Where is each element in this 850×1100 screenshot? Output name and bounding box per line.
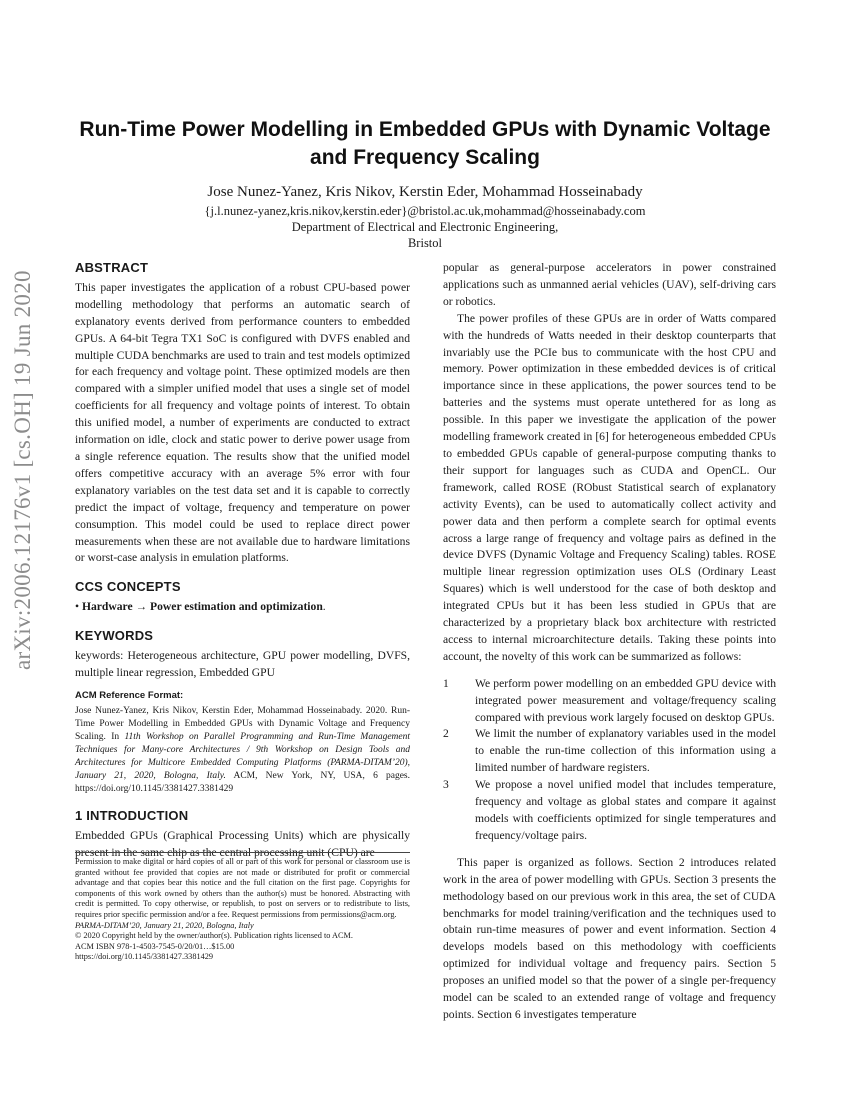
ccs-concepts [75,599,410,616]
abstract-text: This paper investigates the application of a robust CPU-based power modelling methodology that performs an automatic search of explanatory events derived from performance counters to embedded GPUs. A 64-bit Tegra TX1 SoC is configured with DVFS enabled and multiple CUDA benchmarks are used to train and test models optimized for each frequency and voltage point. These optimized models are then compared with a simpler unified model that uses a single set of model coefficients for all frequency and voltage points of interest. To obtain this unified model, a number of experiments are conducted to extract information on idle, clock and static power to derive power usage from a single reference equation. The results show that the unified model offers competitive accuracy with an average 5% error with four explanatory variables on the test data set and it is capable to correctly predict the impact of voltage, frequency and temperature on power consumption. This model could be used to replace direct power measurements when these are not available due to hardware limitations or worst-case analysis in emulation platforms. [75,280,410,565]
intro-paragraph-2: The power profiles of these GPUs are in order of Watts compared with the hundreds of Watts needed in their desktop counterparts that invariably use the PCIe bus to communicate with the host CPU and memory. Power optimization in these embedded devices is of critical importance since in these applications, the power sources tend to be batteries and the systems must operate untethered for as long as possible. In this paper we investigate the application of the power modelling framework created in [6] for heterogeneous embedded CPUs to embedded GPUs capable of general-purpose computing thanks to their support for languages such as CUDA and OpenCL. Our framework, called ROSE (RObust Statistical search of explanatory activity Events), can be used to automatically collect activity and power data and then perform a complete search for optimal events across a large range of frequency and voltage pairs as defined in the device DVFS (Dynamic Voltage and Frequency Scaling) tables. ROSE multiple linear regression optimization uses OLS (Ordinary Least Squares) which is well understood for the case of both desktop and integrated CPUs but it has been less studied in GPUs that are characterized by a proprietary black box architecture with restricted access to internal microarchitecture details. Taking these points into account, the novelty of this work can be summarized as follows: [443,311,776,663]
acm-reference-venue: 11th Workshop on Parallel Programming and Run-Time Management Techniques for Many-core Architectures / 9th Workshop on Design Tools and Architectures for Multicore Embedded Computing Platforms (PARMA-DITAM’20), January 21, 2020, Bologna, Italy. [75,731,411,781]
left-column [75,260,410,861]
intro-paragraph-1: popular as general-purpose accelerators in power constrained applications such as unmanned aerial vehicles (UAV), self-driving cars or robotics. [443,261,776,308]
copyright-footnote [75,852,410,963]
acm-reference-authors: Jose Nunez-Yanez, Kris Nikov, Kerstin Eder, Mohammad Hosseinabady. 2020. Run-Time Power Modelling in Embedded GPUs with Dynamic Voltage and Frequency Scaling. In [75,705,410,742]
list-item-text: We perform power modelling on an embedded GPU device with integrated power measurement and voltage/frequency scaling compared with previous work largely focused on desktop GPUs. [475,676,776,724]
abstract-heading: ABSTRACT [75,260,149,275]
author-emails: {j.l.nunez-yanez,kris.nikov,kerstin.eder}@bristol.ac.uk,mohammad@hosseinabady.com [204,204,646,218]
list-item-text: We propose a novel unified model that includes temperature, frequency and voltage as global states and compare it against models with coefficients optimized for single temperatures and frequency/voltage pairs. [475,778,776,842]
ccs-item-hardware: Hardware [81,600,133,614]
acm-reference-heading: ACM Reference Format: [75,689,184,701]
acm-reference-rest: ACM, New York, NY, USA, 6 pages. https://doi.org/10.1145/3381427.3381429 [75,770,410,794]
list-item-number: 1 [443,676,449,690]
arxiv-identifier: arXiv:2006.12176v1 [cs.OH] 19 Jun 2020 [10,270,35,670]
permission-notice: Permission to make digital or hard copies of all or part of this work for personal or classroom use is granted without fee provided that copies are not made or distributed for profit or commercial advantage and that copies bear this notice and the full citation on the first page. Copyrights for components of this work owned by others than the author(s) must be honored. Abstracting with credit is permitted. To copy otherwise, or republish, to post on servers or to redistribute to lists, requires prior specific permission and/or a fee. Request permissions from permissions@acm.org. [75,857,410,919]
ccs-heading: CCS CONCEPTS [75,579,181,595]
contributions-list [443,676,776,845]
introduction-heading: 1 INTRODUCTION [75,807,189,823]
paper-title: Run-Time Power Modelling in Embedded GPUs with Dynamic Voltage and Frequency Scaling [79,118,771,169]
list-item [443,726,776,777]
isbn-line: ACM ISBN 978-1-4503-7545-0/20/01…$15.00 [75,941,235,951]
conference-line: PARMA-DITAM’20, January 21, 2020, Bologna, Italy [75,920,254,930]
introduction-text: Embedded GPUs (Graphical Processing Units) which are physically present in the same chip as the central processing unit (CPU) are [75,828,410,859]
department: Department of Electrical and Electronic Engineering, [291,220,559,234]
list-item-number: 3 [443,778,449,792]
city: Bristol [407,236,443,250]
right-column [443,260,776,1024]
intro-paragraph-3: This paper is organized as follows. Section 2 introduces related work in the area of power modelling with GPUs. Section 3 presents the methodology based on our previous work in this area, the set of CUDA benchmarks for model training/verification and the techniques used to obtain run-time measures of power and event information. Section 4 develops models based on this methodology with coefficients optimized for individual voltage and frequency pairs. Section 5 proposes an unified model so that the power of a single per-frequency model can be scaled to an extended range of voltage and frequency points. Section 6 investigates temperature [443,855,776,1021]
paper-authors: Jose Nunez-Yanez, Kris Nikov, Kerstin Eder, Mohammad Hosseinabady [207,184,643,200]
list-item [443,777,776,845]
keywords-text: keywords: Heterogeneous architecture, GPU power modelling, DVFS, multiple linear regression, Embedded GPU [75,649,410,679]
acm-reference-text [75,705,410,796]
list-item-number: 2 [443,727,449,741]
affiliation-block [75,203,775,251]
ccs-arrow: → [135,600,148,614]
copyright-line: © 2020 Copyright held by the owner/author(s). Publication rights licensed to ACM. [75,931,353,941]
list-item-text: We limit the number of explanatory variables used in the model to enable the run-time collection of this information using a limited number of hardware registers. [475,727,776,775]
keywords-heading: KEYWORDS [75,628,154,644]
ccs-period: . [322,600,326,614]
ccs-item-power: Power estimation and optimization [150,600,323,614]
ccs-bullet: • [75,600,80,614]
doi-line: https://doi.org/10.1145/3381427.3381429 [75,952,214,962]
list-item [443,676,776,727]
